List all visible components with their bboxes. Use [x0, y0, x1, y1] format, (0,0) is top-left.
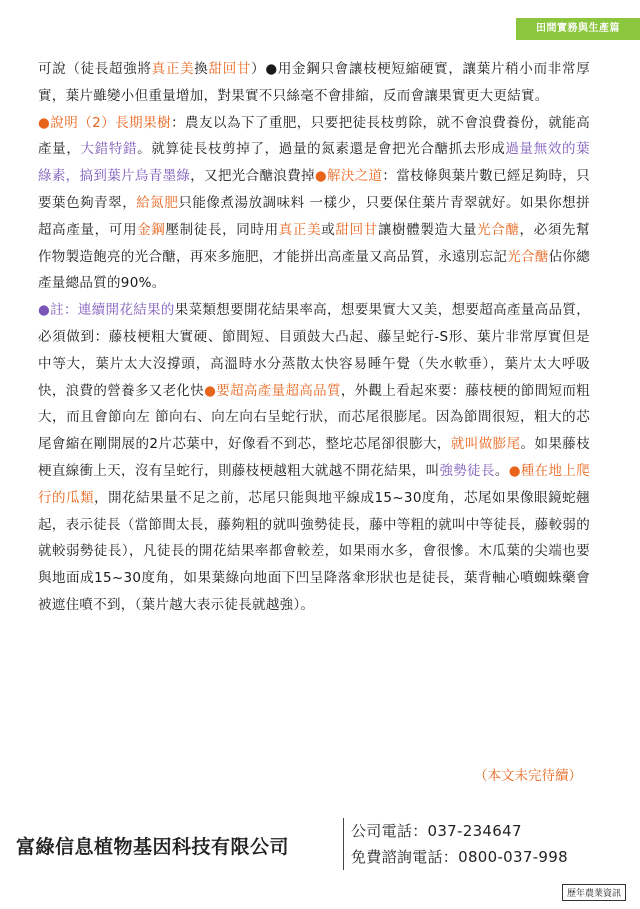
text-segment: ：當枝條與葉片數已經足夠時，只要葉色夠青翠，: [38, 168, 590, 211]
text-segment: 果菜類想要開花結果率高，想要果實大又美，想要超高產量高品質，必須做到：藤枝梗粗大實硬、節間短、目頭鼓大凸起、藤呈蛇行-S形、葉片非常厚實但是中等大，葉片太大沒撐頭，高溫時水分蒸散太快容易睡午覺（失水軟垂），葉片太大呼吸快，浪費的營養多又老化快: [38, 302, 591, 399]
to-be-continued-note: （本文未完待續）: [474, 768, 582, 784]
text-segment: 。就算徒長枝剪掉了，過量的氮素還是會把光合醣抓去形成: [137, 141, 506, 158]
company-phone: 公司電話：037-234647: [351, 822, 522, 840]
text-segment: 甜回甘: [208, 61, 252, 77]
text-segment: 。: [494, 462, 509, 479]
paragraph-3: [38, 297, 590, 619]
text-segment: 可說（徒長超強將: [38, 61, 152, 77]
text-segment: 或: [321, 221, 336, 238]
text-segment: 強勢徒長: [439, 462, 495, 479]
text-segment: 真正美: [278, 221, 322, 238]
text-segment: 金鋼: [137, 221, 166, 238]
text-segment: ，必須先幫作物製造飽亮的光合醣，再來多施肥，才能拼出高產量又高品質，永遠別忘記: [38, 221, 590, 265]
paragraph-1: [38, 56, 590, 110]
text-segment: 大錯特錯: [80, 141, 138, 158]
text-segment: 給氮肥: [136, 194, 179, 211]
text-segment: 光合醣: [477, 221, 520, 238]
text-segment: ●說明（2）長期果樹: [38, 114, 172, 131]
footer-divider: [343, 818, 344, 870]
text-segment: ：農友以為下了重肥，只要把徒長枝剪除，就不會浪費養份，就能高產量，: [38, 114, 591, 158]
text-segment: 只能像煮湯放調味料 一樣少，只要保住葉片青翠就好。如果你想拼超高產量，可用: [38, 194, 590, 238]
text-segment: 佔你總產量總品質的90%。: [38, 248, 591, 292]
text-segment: ，又把光合醣浪費掉: [190, 168, 315, 185]
text-segment: ●要超高產量超高品質: [204, 382, 341, 399]
text-segment: ●解決之道: [314, 168, 383, 185]
text-segment: 過量無效的葉綠素，搞到葉片烏青墨綠: [38, 141, 590, 185]
text-segment: 。如果藤枝梗直線衝上天，沒有呈蛇行，則藤枝梗越粗大就越不開花結果，叫: [38, 436, 591, 479]
footer-tag: 歷年農業資訊: [562, 884, 626, 901]
free-hotline: 免費諮詢電話：0800-037-998: [351, 848, 568, 866]
text-segment: ●種在地上爬行的瓜類: [38, 462, 590, 506]
text-segment: ，外觀上看起來要：藤枝梗的節間短而粗大，而且會節向左 節向右、向左向右呈蛇行狀，而芯尾很膨尾。因為節間很短，粗大的芯尾會縮在剛開展的2片芯葉中，好像看不到芯，整坨芯尾卻很膨大，: [38, 382, 590, 453]
section-header-tab: 田間實務與生產篇www.f3.tw: [516, 18, 640, 40]
text-segment: 讓樹體製造大量: [377, 221, 478, 238]
text-segment: 壓制徒長，同時用: [165, 221, 279, 238]
text-segment: ●註：連續開花結果的: [38, 302, 175, 319]
text-segment: 真正美: [151, 61, 195, 77]
company-name: 富綠信息植物基因科技有限公司: [16, 836, 290, 858]
article-body: [38, 56, 590, 619]
text-segment: ）●用金鋼只會讓枝梗短縮硬實，讓葉片稍小而非常厚實，葉片雖變小但重量增加，對果實不只絲毫不會排縮，反而會讓果實更大更結實。: [38, 61, 590, 104]
text-segment: 光合醣: [507, 248, 549, 265]
text-segment: 換: [194, 61, 209, 77]
text-segment: 甜回甘: [335, 221, 378, 238]
paragraph-2: [38, 110, 590, 298]
text-segment: ，開花結果量不足之前，芯尾只能與地平線成15~30度角，芯尾如果像眼鏡蛇翹起，表示徒長（當節間太長，藤夠粗的就叫強勢徒長，藤中等粗的就叫中等徒長，藤較弱的就較弱勢徒長），凡徒長的開花結果率都會較差，如果雨水多，會很慘。木瓜葉的尖端也要與地面成15~30度角，如果葉綠向地面下凹呈降落傘形狀也是徒長，葉背軸心噴蜘蛛藥會被遮住噴不到，（葉片越大表示徒長就越強）。: [38, 489, 590, 613]
text-segment: 就叫做膨尾: [450, 436, 521, 453]
